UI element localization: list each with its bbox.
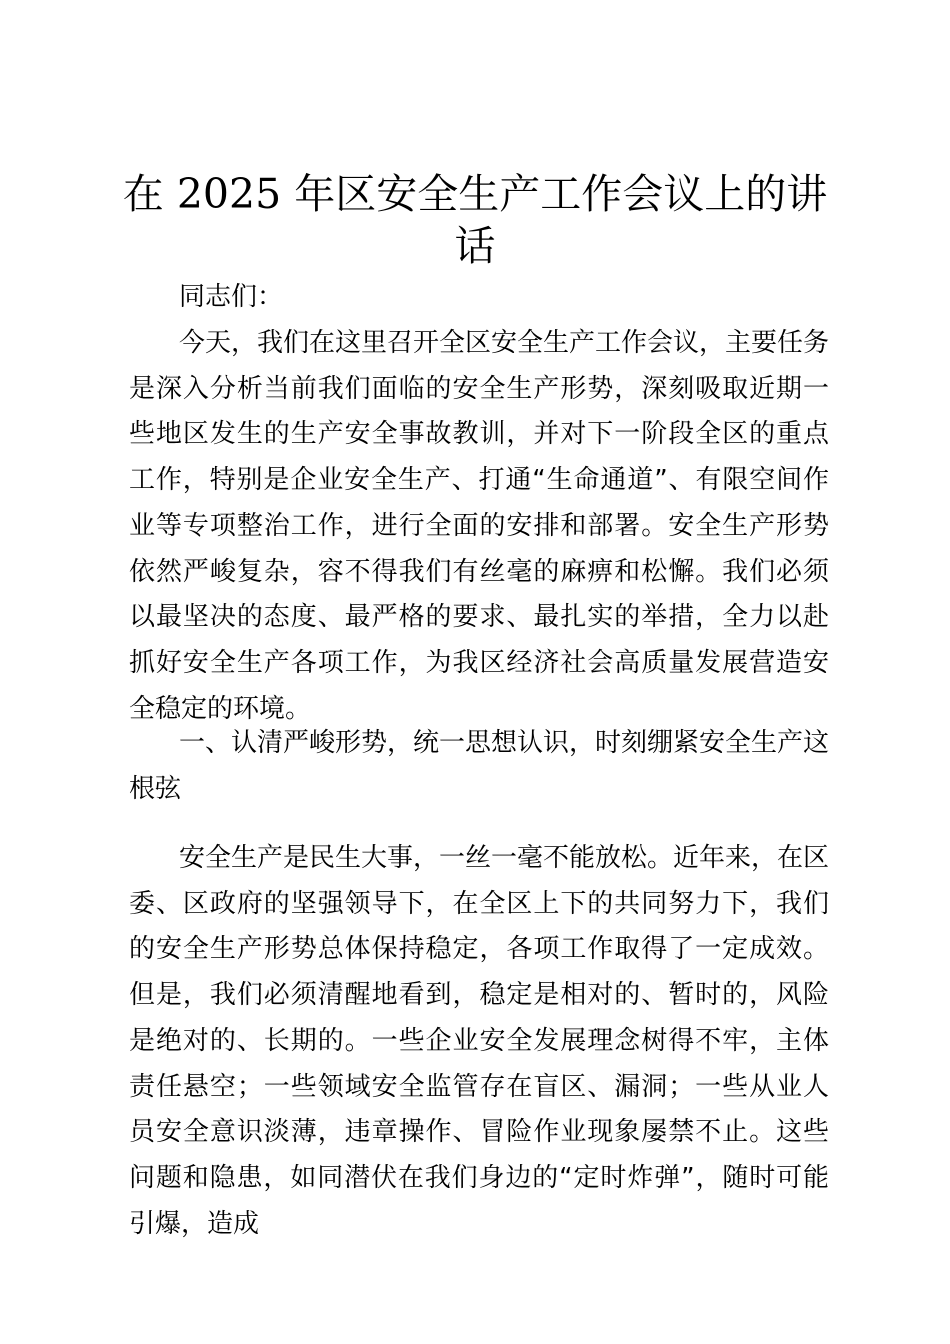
greeting: 同志们： bbox=[179, 282, 284, 312]
document-title-line-1: 在 2025 年区安全生产工作会议上的讲 bbox=[122, 170, 828, 218]
document-title-line-2: 话 bbox=[454, 222, 496, 270]
section-1-paragraph: 安全生产是民生大事，一丝一毫不能放松。近年来，在区委、区政府的坚强领导下，在全区上下的共同努力下，我们的安全生产形势总体保持稳定，各项工作取得了一定成效。但是，我们必须清醒地看到，稳定是相对的、暂时的，风险是绝对的、长期的。一些企业安全发展理念树得不牢，主体责任悬空；一些领域安全监管存在盲区、漏洞；一些从业人员安全意识淡薄，违章操作、冒险作业现象屡禁不止。这些问题和隐患，如同潜伏在我们身边的“定时炸弹”，随时可能引爆，造成 bbox=[129, 843, 830, 1239]
section-1-heading: 一、认清严峻形势，统一思想认识，时刻绷紧安全生产这根弦 bbox=[129, 728, 830, 804]
intro-paragraph: 今天，我们在这里召开全区安全生产工作会议，主要任务是深入分析当前我们面临的安全生产形势，深刻吸取近期一些地区发生的生产安全事故教训，并对下一阶段全区的重点工作，特别是企业安全生产、打通“生命通道”、有限空间作业等专项整治工作，进行全面的安排和部署。安全生产形势依然严峻复杂，容不得我们有丝毫的麻痹和松懈。我们必须以最坚决的态度、最严格的要求、最扎实的举措，全力以赴抓好安全生产各项工作，为我区经济社会高质量发展营造安全稳定的环境。 bbox=[129, 328, 830, 724]
